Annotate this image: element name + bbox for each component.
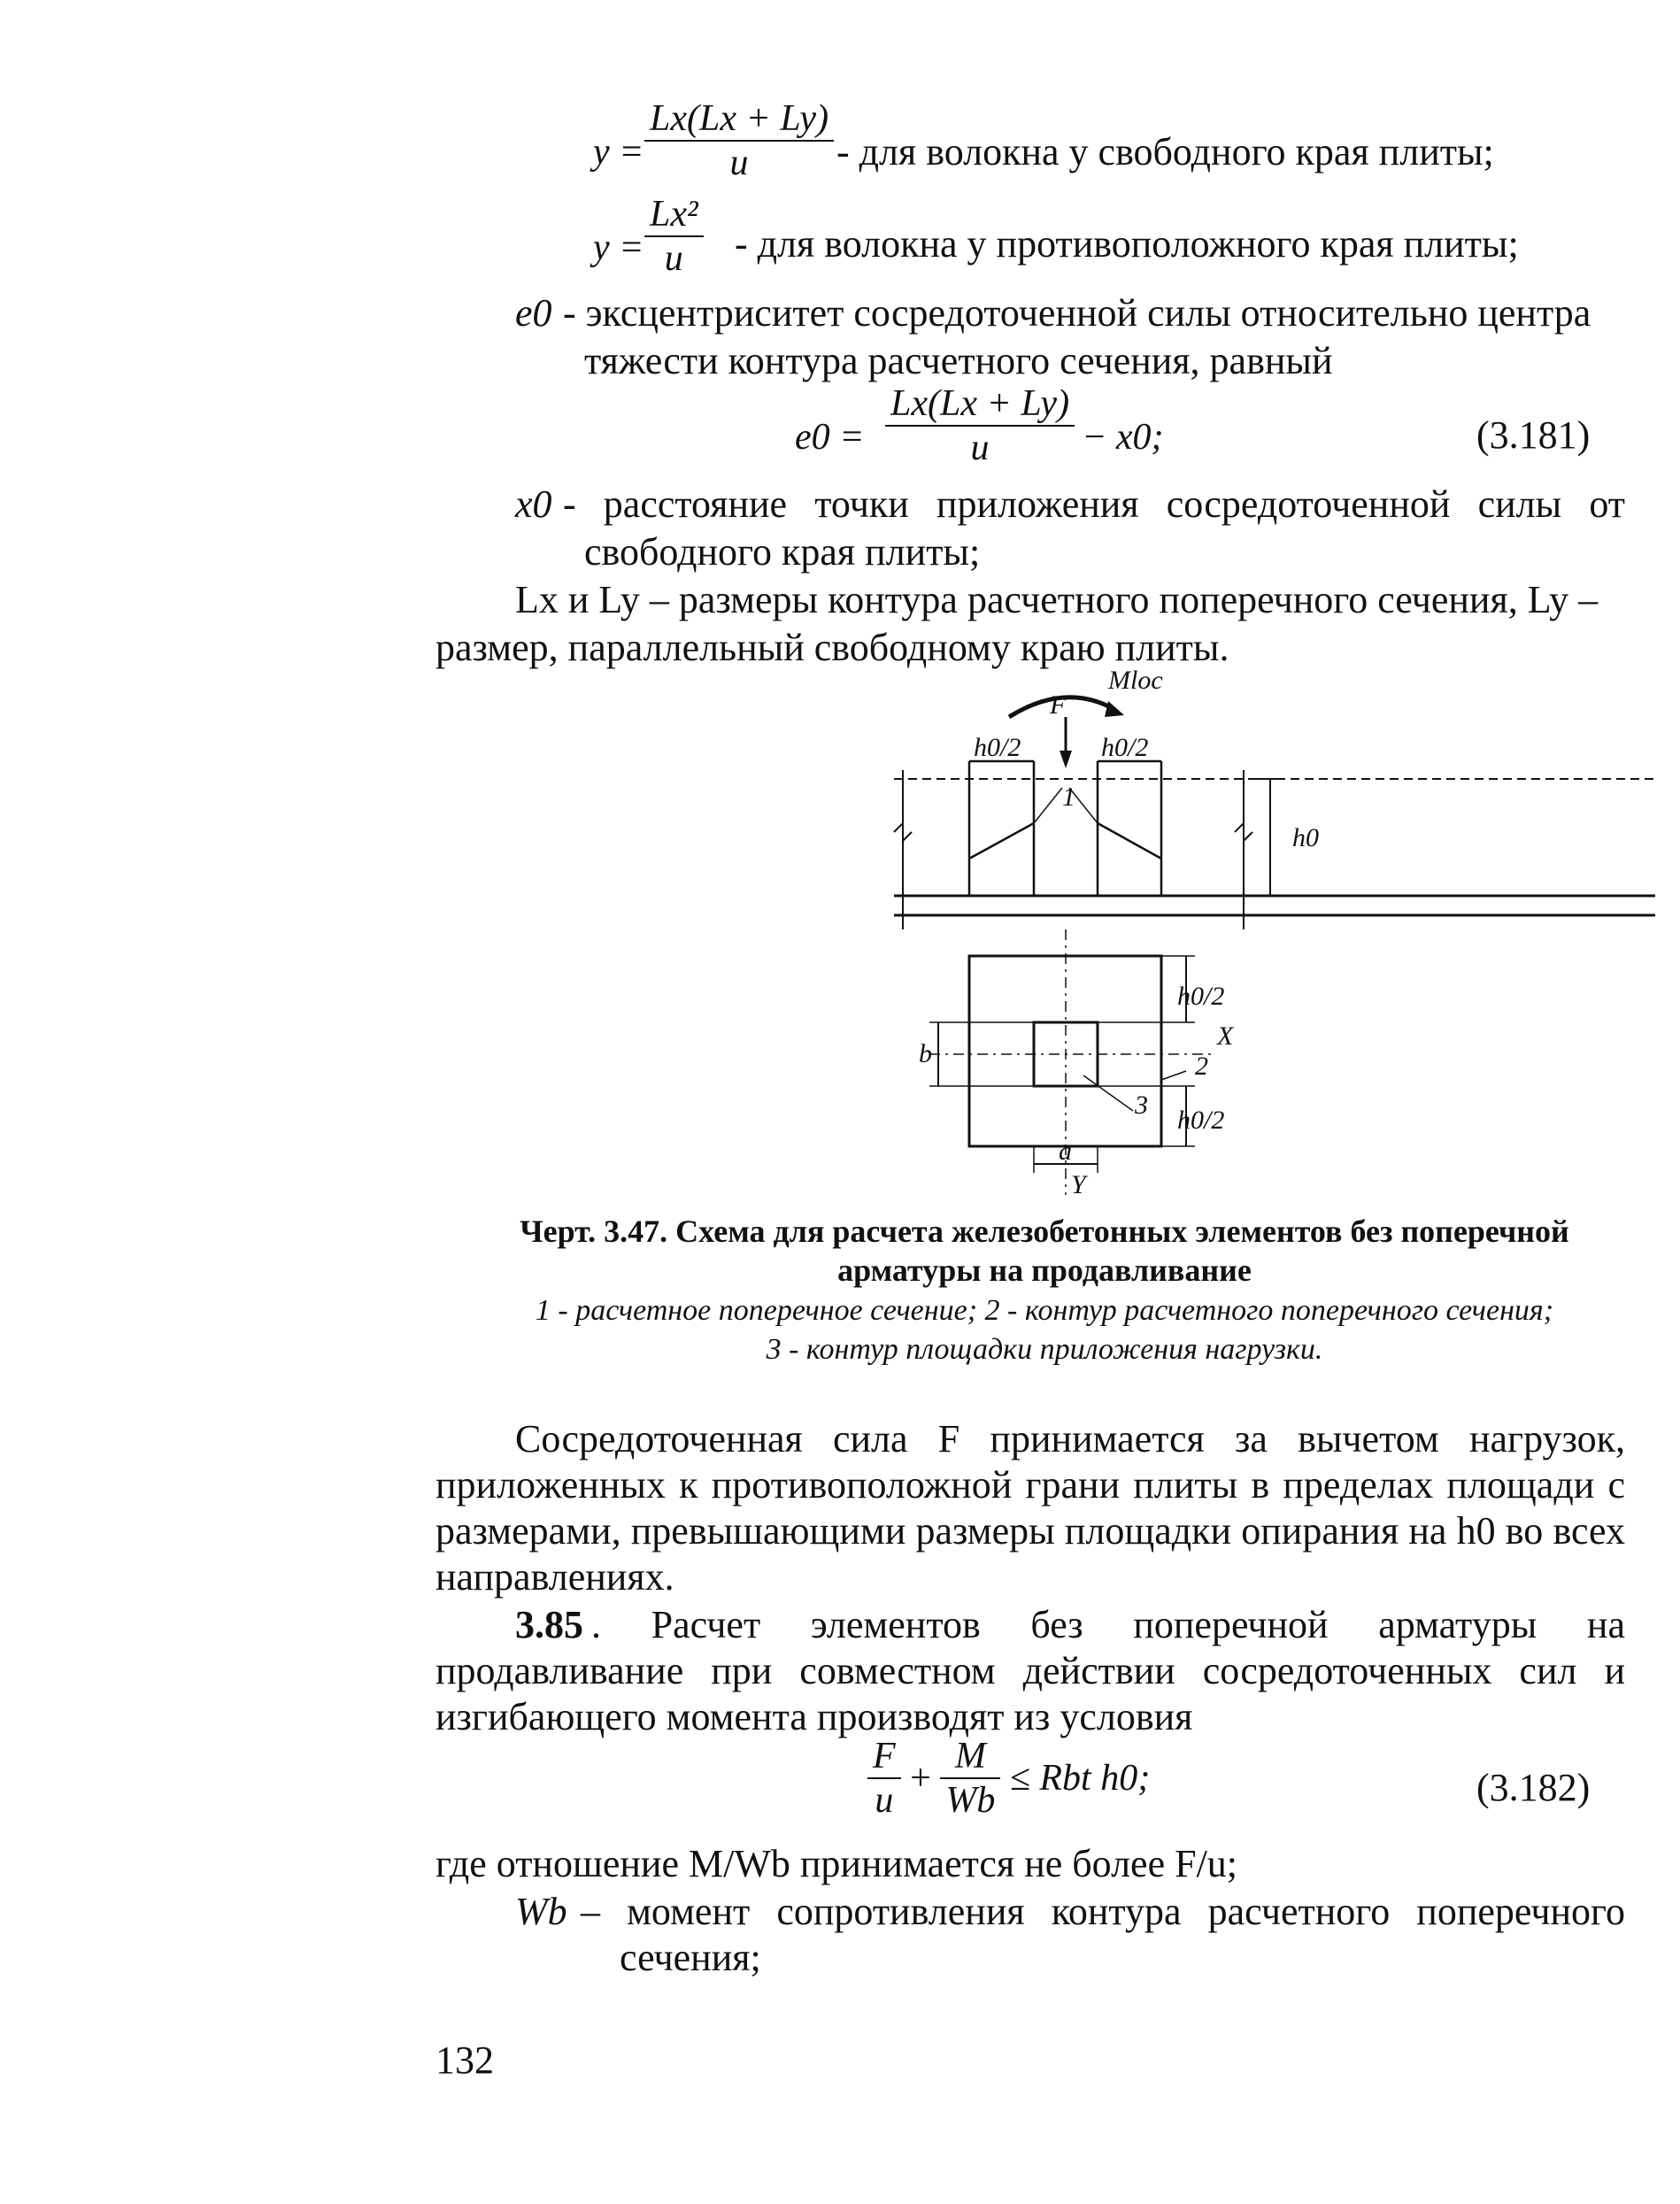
moment-arc [1009,697,1124,717]
formula-3181-number: (3.181) [1476,413,1591,457]
formula-y2-lhs: y = [593,227,644,268]
formula-3182-rhs: ≤ Rbt h0; [1009,1758,1151,1799]
paragraph1-line4: направлениях. [435,1555,674,1599]
page-number: 132 [435,2038,494,2082]
formula-y1-denominator: u [729,143,749,183]
x0-description-line1: - расстояние точки приложения сосредоточенной силы от [563,482,1625,526]
formula-3182: $\frac{F}{u}$ + $\frac{M}{Wb}$ ≤ Rbt h0; [867,1735,1150,1822]
formula-3181-lhs: e0 = [795,417,865,458]
label-axis-y: Y [1071,1170,1086,1199]
paragraph1-line2: приложенных к противоположной грани плиты в пределах площади с [435,1463,1625,1507]
figure-caption-legend-line2: 3 - контур площадки приложения нагрузки. [766,1333,1323,1366]
formula-y1-description: - для волокна у свободного края плиты; [836,130,1494,173]
formula-y1-numerator: Lx(Lx + Ly) [644,97,834,142]
paragraph3: где отношение M/Wb принимается не более F/u; [435,1842,1238,1885]
h0-dimension [1252,779,1283,896]
formula-3182-num2: M [940,1735,1000,1779]
formula-y2-fraction [644,193,704,280]
paragraph2-line2: продавливание при совместном действии сосредоточенных сил и [435,1649,1625,1692]
figure-caption-legend-line1: 1 - расчетное поперечное сечение; 2 - контур расчетного поперечного сечения; [535,1294,1554,1327]
formula-y2-denominator: u [664,238,683,279]
formula-3182-den1: u [875,1780,894,1821]
formula-y1-lhs: y = [593,132,644,173]
label-h0: h0 [1292,823,1319,852]
x0-symbol: x0 [515,482,552,526]
slab-section [894,770,1655,929]
paragraph1-line3: размерами, превышающими размеры площадки опирания на h0 во всех [435,1509,1625,1553]
formula-y2-description: - для волокна у противоположного края плиты; [735,222,1519,266]
figure-caption-title-line1: Черт. 3.47. Схема для расчета железобетонных элементов без поперечной [520,1214,1569,1249]
e0-symbol: e0 [515,291,552,335]
lx-ly-line1: Lx и Ly – размеры контура расчетного поперечного сечения, Ly – [515,578,1599,621]
formula-y2-numerator: Lx² [644,193,704,237]
force-arrow [1060,717,1072,768]
label-dim-a: a [1059,1137,1072,1166]
figure-caption-title-line2: арматуры на продавливание [837,1252,1252,1288]
formula-3181-rhs: − x0; [1082,417,1164,458]
label-dim-b: b [919,1039,932,1068]
figure-punching-shear-scheme [876,664,1673,1204]
e0-description-line1: - эксцентриситет сосредоточенной силы относительно центра [563,291,1591,335]
label-mark-1: 1 [1062,782,1075,812]
formula-3181-fraction [885,382,1075,469]
paragraph2-line3: изгибающего момента производят из условия [435,1695,1193,1738]
formula-3181-numerator: Lx(Lx + Ly) [885,382,1075,427]
paragraph2-line1: . Расчет элементов без поперечной арматуры на [591,1603,1625,1646]
lx-ly-line2: размер, параллельный свободному краю плиты. [435,626,1229,669]
paragraph1-line1: Сосредоточенная сила F принимается за вычетом нагрузок, [515,1417,1625,1460]
label-h0-half-top: h0/2 [1177,982,1225,1011]
label-h0-half-right: h0/2 [1101,733,1149,762]
wb-description-line2: сечения; [620,1936,761,1979]
label-moment: Mloc [1108,666,1163,695]
label-h0-half-bottom: h0/2 [1177,1106,1225,1135]
label-force: F [1050,690,1067,720]
punching-cross-section [969,761,1161,896]
section-number-3-85: 3.85 [515,1603,583,1646]
label-h0-half-left: h0/2 [974,733,1021,762]
wb-symbol: Wb [515,1890,567,1933]
formula-3182-number: (3.182) [1476,1766,1591,1809]
x0-description-line2: свободного края плиты; [584,530,981,574]
formula-3182-num1: F [867,1735,901,1779]
label-mark-3: 3 [1135,1090,1148,1120]
formula-3182-den2: Wb [945,1780,996,1821]
e0-description-line2: тяжести контура расчетного сечения, равный [584,339,1333,382]
label-axis-x: X [1217,1021,1234,1051]
formula-3181-denominator: u [970,428,990,468]
label-mark-2: 2 [1195,1052,1208,1081]
wb-description-line1: – момент сопротивления контура расчетного поперечного [581,1890,1625,1933]
formula-y1-fraction [644,97,834,184]
